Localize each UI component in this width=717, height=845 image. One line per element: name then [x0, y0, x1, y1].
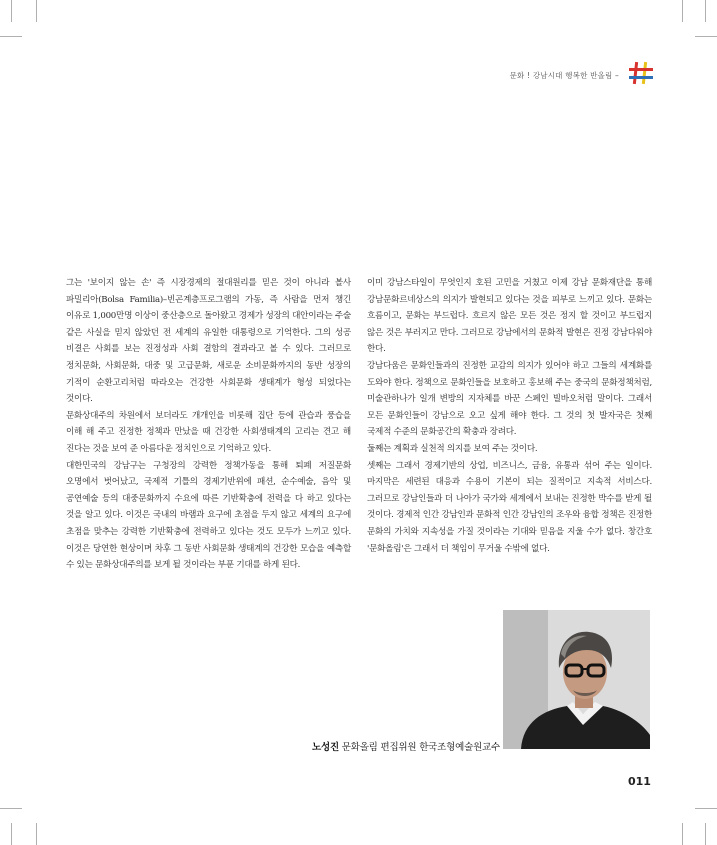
- crop-mark: [695, 36, 717, 37]
- right-text-column: [367, 275, 652, 557]
- author-name: 노성진: [311, 742, 339, 753]
- author-role: 문화올림 편집위원 한국조형예술원교수: [341, 742, 500, 753]
- crop-mark: [36, 0, 37, 22]
- crop-mark: [11, 0, 12, 22]
- paragraph: 문화상대주의 차원에서 보더라도 개개인을 비롯해 집단 등에 관습과 풍습을 이해 해 주고 진정한 정책과 만났을 때 건강한 사회생태계의 고리는 견고 해 진다는 것을 보여 준 아름다운 정치인으로 기억하고 있다.: [66, 410, 351, 454]
- author-photo: [503, 610, 650, 749]
- hash-logo-icon: [628, 61, 654, 85]
- crop-mark: [36, 823, 37, 845]
- paragraph: 이미 강남스타일이 무엇인지 호된 고민을 거쳤고 이제 강남 문화재단을 통해 강남문화르네상스의 의지가 발현되고 있다는 것을 피부로 느끼고 있다. 문화는 흐름이고, 문화는 부드럽다. 흐르지 않은 모든 것은 정지 할 것이고 부드럽지 않은 것은 부러지고 만다. 그러므로 강남에서의 문화적 발현은 진정 강남다워야 한다.: [367, 278, 652, 355]
- running-header: 문화 ! 강남시대 행복한 반올림 –: [509, 71, 619, 80]
- left-text-column: [66, 275, 351, 574]
- paragraph: 셋째는 그래서 경제기반의 상업, 비즈니스, 금융, 유통과 섞어 주는 일이다. 마지막은 세련된 대응과 수용이 기본이 되는 질적이고 지속적 서비스다. 그러므로 강남인들과 더 나아가 국가와 세계에서 보내는 진정한 박수를 받게 될 것이다. 경제적 인간 강남인과 문화적 인간 강남인의 조우와 융합 정책은 진정한 문화의 가치와 지속성을 가질 것이라는 기대와 믿음을 지울 수가 없다. 창간호 '문화올림'은 그래서 더 책임이 무거울 수밖에 없다.: [367, 460, 652, 554]
- crop-mark: [11, 823, 12, 845]
- crop-mark: [705, 0, 706, 22]
- crop-mark: [0, 36, 22, 37]
- crop-mark: [0, 808, 22, 809]
- paragraph: 대한민국의 강남구는 구청장의 강력한 정책가동을 통해 퇴폐 저질문화 오명에서 벗어났고, 국제적 기틀의 경제기반위에 패션, 순수예술, 음악 및 공연예술 등의 대중문화까지 수요에 따른 기반확충에 전력을 다 하고 있다는 것을 알고 있다. 이것은 국내의 바램과 요구에 초점을 두지 않고 세계의 요구에 초점을 맞추는 강력한 기반확충에 전력하고 있다는 것도 모두가 느끼고 있다. 이것은 당연한 현상이며 차후 그 동반 사회문화 생태계의 건강한 모습을 예측할 수 있는 문화상대주의를 보게 될 것이라는 부푼 기대를 하게 된다.: [66, 460, 351, 571]
- crop-mark: [695, 808, 717, 809]
- author-caption: [312, 739, 500, 753]
- page-number: 011: [628, 775, 651, 788]
- paragraph: 그는 '보이지 않는 손' 즉 시장경제의 절대원리를 믿은 것이 아니라 볼사 파밀리아(Bolsa Familia)–빈곤계층프로그램의 가동, 즉 사람을 먼저 챙긴 이유로 1,000만명 이상이 중산층으로 돌아왔고 경제가 성장의 대안이라는 주술 같은 사실을 믿지 않았던 전 세계의 유일한 대통령으로 기억한다. 그의 성공 비결은 사회를 보는 진정성과 사회 결함의 결과라고 볼 수 있다. 그러므로 정치문화, 사회문화, 대중 및 고급문화, 새로운 소비문화까지의 동반 성장의 기적이 순환고리처럼 따라오는 건강한 사회문화 생태계가 형성 되었다는 것이다.: [66, 278, 351, 405]
- crop-mark: [705, 823, 706, 845]
- crop-mark: [682, 823, 683, 845]
- paragraph: 강남다움은 문화인들과의 진정한 교감의 의지가 있어야 하고 그들의 세계화를 도와야 한다. 정책으로 문화인들을 보호하고 홍보해 주는 중국의 문화정책처럼, 미술관하나가 일개 변방의 지자체를 바꾼 스페인 빌바오처럼 말이다. 그래서 모든 문화인들이 강남으로 오고 싶게 해야 한다. 그 것의 첫 발자국은 첫째 국제적 수준의 문화공간의 확충과 장려다.: [367, 360, 652, 438]
- paragraph: 둘째는 계획과 실천적 의지를 보여 주는 것이다.: [367, 443, 538, 454]
- crop-mark: [682, 0, 683, 22]
